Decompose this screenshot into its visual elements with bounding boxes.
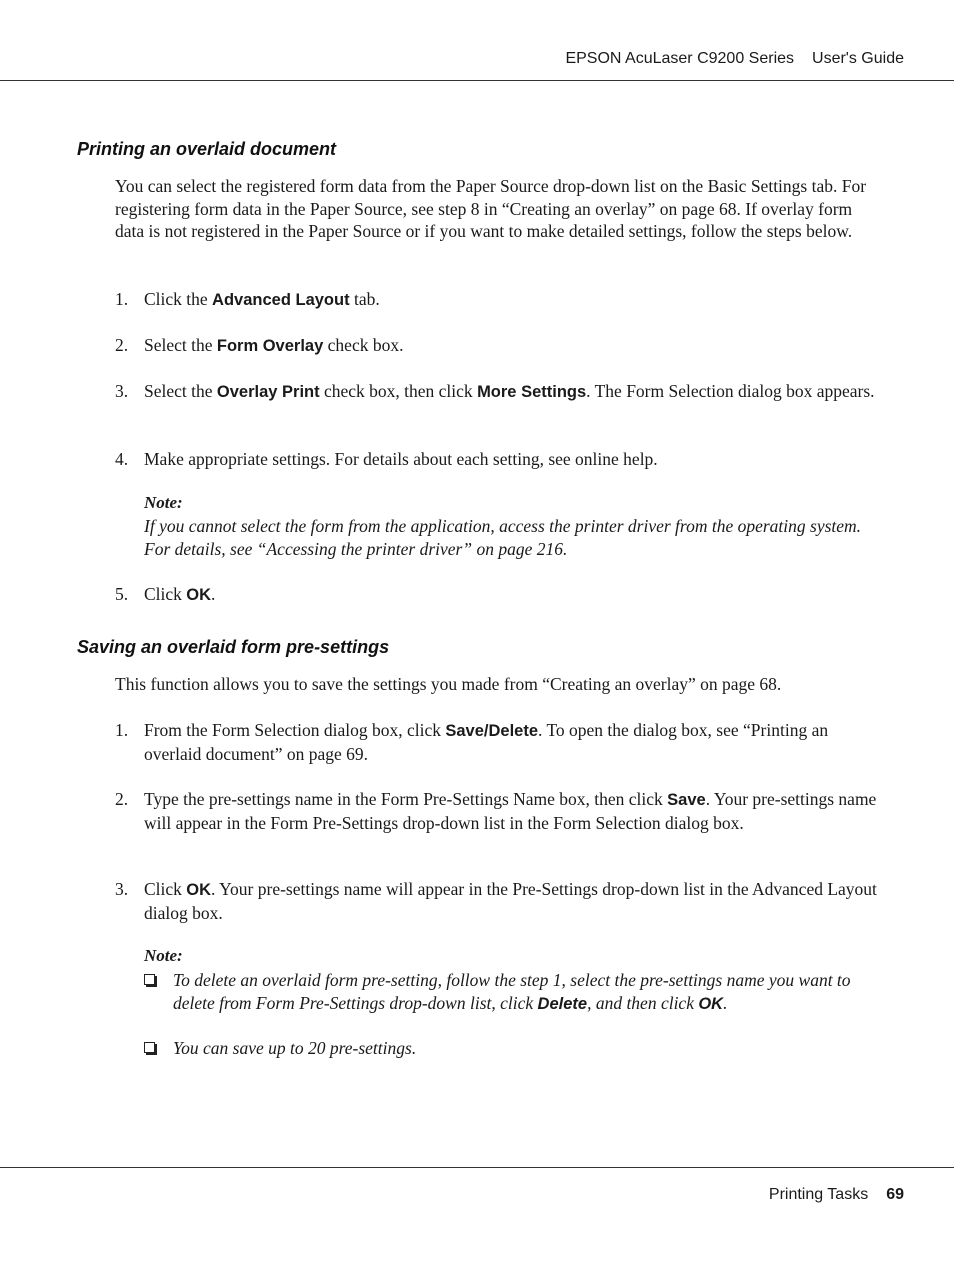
section1-intro: You can select the registered form data from the Paper Source drop-down list on the Basic Settings tab. For registering form data in the Paper Source, see step 8 in “Creating an overlay” on page 68. If overlay form data is not registered in the Paper Source or if you want to make detailed settings, follow the steps below. xyxy=(115,176,867,241)
footer-section: Printing Tasks xyxy=(768,1186,869,1203)
header-rule xyxy=(0,80,954,81)
section-title-printing-overlaid: Printing an overlaid document xyxy=(77,139,337,159)
footer-rule xyxy=(0,1167,954,1168)
section-title-saving-presettings: Saving an overlaid form pre-settings xyxy=(77,637,390,657)
section1-note-label: Note: xyxy=(144,493,183,512)
running-footer xyxy=(769,1186,904,1204)
checkbox-bullet-icon xyxy=(144,1042,155,1053)
section1-note-text: If you cannot select the form from the application, access the printer driver from the operating system. For details, see “Accessing the printer driver” on page 216. xyxy=(144,516,862,559)
header-guide: User's Guide xyxy=(812,50,904,67)
running-header xyxy=(565,50,904,68)
section2-note-label: Note: xyxy=(144,946,183,965)
page-number: 69 xyxy=(886,1186,904,1203)
checkbox-bullet-icon xyxy=(144,974,155,985)
section2-intro: This function allows you to save the settings you made from “Creating an overlay” on page 68. xyxy=(115,674,782,694)
header-product: EPSON AcuLaser C9200 Series xyxy=(565,50,795,67)
